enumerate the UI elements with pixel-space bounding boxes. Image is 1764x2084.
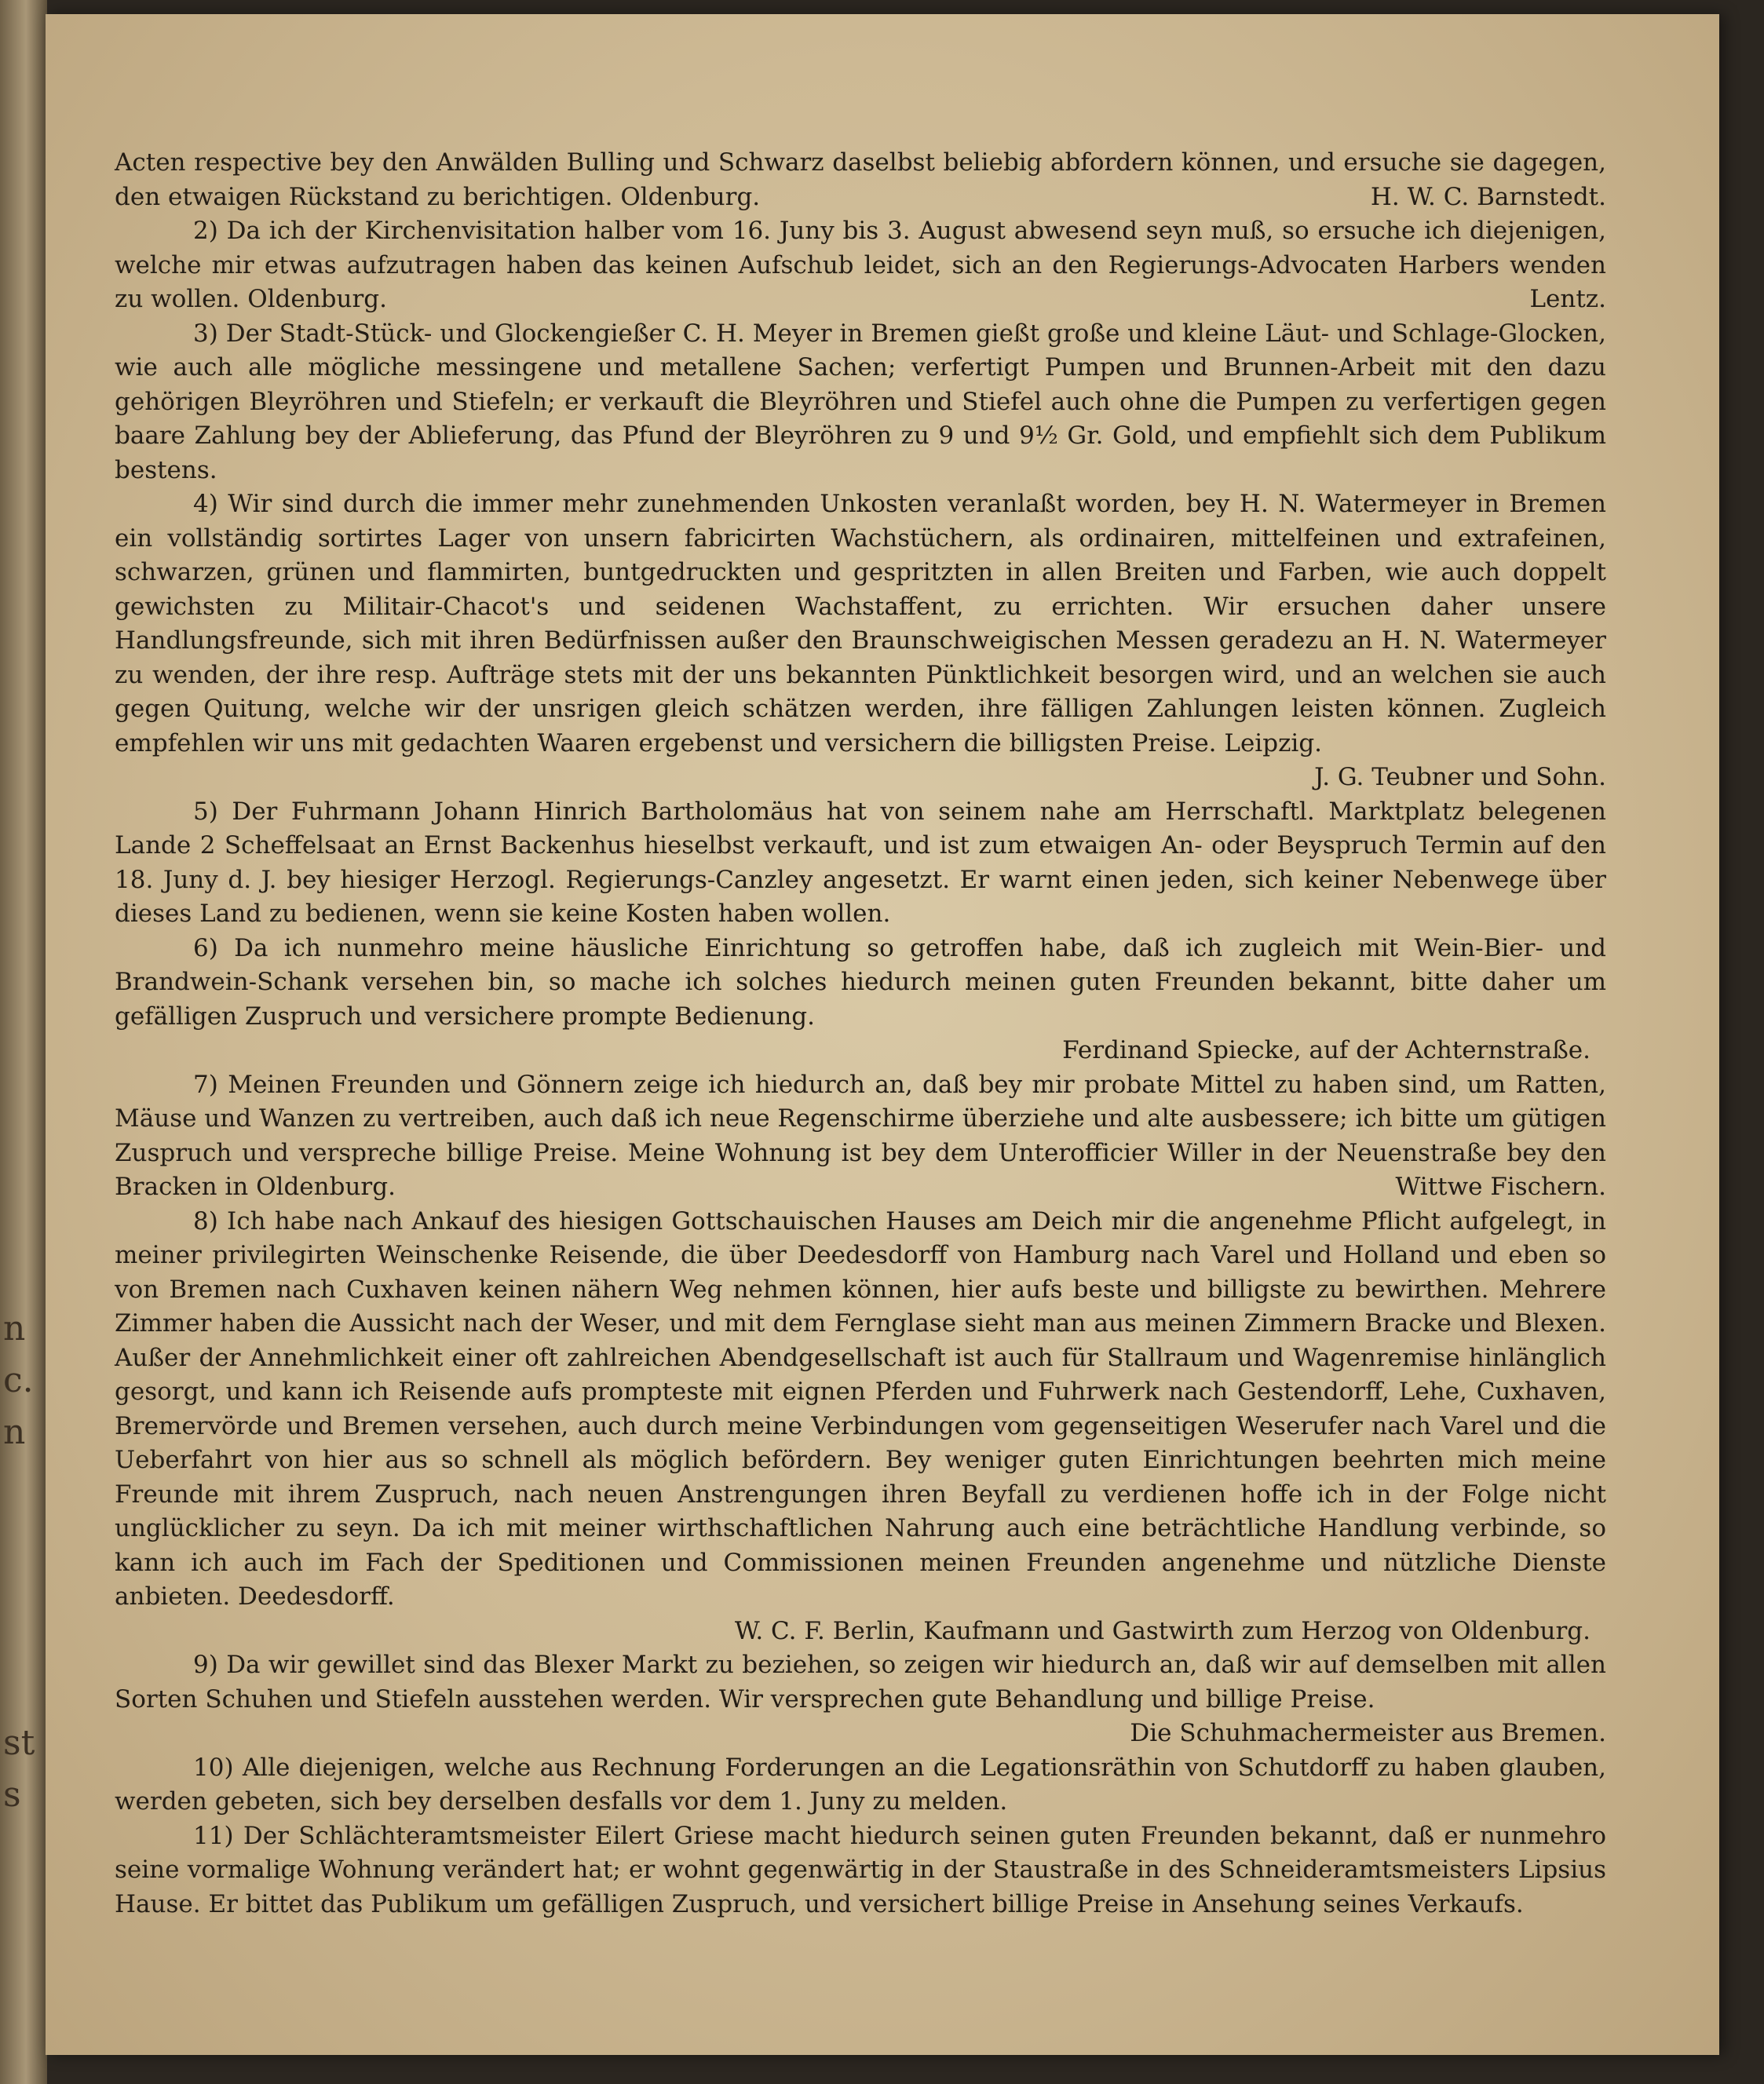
margin-letter: c. (3, 1360, 34, 1400)
notice-signature: J. G. Teubner und Sohn. (1314, 763, 1606, 791)
notice-signature: Lentz. (1529, 285, 1606, 313)
margin-letter: n (3, 1308, 26, 1349)
notice-signature: Wittwe Fischern. (1395, 1173, 1606, 1201)
notice-paragraph: 3) Der Stadt-Stück- und Glockengießer C. H. Meyer in Bremen gießt große und kleine Läut- und Schlage-Glocken, wie auch alle mögliche messingene und metallene Sachen; verfertigt Pumpen und Brunnen-Arbeit mit den dazu gehörigen Bleyröhren und Stiefeln; er verkauft die Bleyröhren und Stiefel auch ohne die Pumpen zu verfertigen gegen baare Zahlung bey der Ablieferung, das Pfund der Bleyröhren zu 9 und 9½ Gr. Gold, und empfiehlt sich dem Publikum bestens. (115, 319, 1606, 484)
notice-paragraph: 5) Der Fuhrmann Johann Hinrich Bartholomäus hat von seinem nahe am Herrschaftl. Marktplatz belegenen Lande 2 Scheffelsaat an Ernst Backenhus hieselbst verkauft, und ist zum etwaigen An- oder Beyspruch Termin auf den 18. Juny d. J. bey hiesiger Herzogl. Regierungs-Canzley angesetzt. Er warnt einen jeden, sich keiner Nebenwege über dieses Land zu bedienen, wenn sie keine Kosten haben wollen. (115, 797, 1606, 928)
notice-paragraph: 9) Da wir gewillet sind das Blexer Markt zu beziehen, so zeigen wir hiedurch an, daß wir auf demselben mit allen Sorten Schuhen und Stiefeln ausstehen werden. Wir versprechen gute Behandlung und billige Preise. Die Schuhmachermeister aus Bremen. (115, 1648, 1606, 1717)
margin-letter: s (3, 1775, 21, 1815)
notice-paragraph: 8) Ich habe nach Ankauf des hiesigen Gottschauischen Hauses am Deich mir die angenehme Pflicht aufgelegt, in meiner privilegirten Weinschenke Reisende, die über Deedesdorff von Hamburg nach Varel und Holland und eben so von Bremen nach Cuxhaven keinen nähern Weg nehmen können, hier aufs beste und billigste zu bewirthen. Mehrere Zimmer haben die Aussicht nach der Weser, und mit dem Fernglase sieht man aus meinen Zimmern Bracke und Blexen. Außer der Annehmlichkeit einer oft zahlreichen Abendgesellschaft ist auch für Stallraum und Wagenremise hinlänglich gesorgt, und kann ich Reisende aufs prompteste mit eignen Pferden und Fuhrwerk nach Gestendorff, Lehe, Cuxhaven, Bremervörde und Bremen versehen, auch durch meine Verbindungen vom gegenseitigen Weserufer nach Varel und die Ueberfahrt von hier aus so schnell als möglich befördern. Bey weniger guten Einrichtungen beehrten mich meine Freunde mit ihrem Zuspruch, nach neuen Anstrengungen ihren Beyfall zu verdienen hoffe ich in der Folge nicht unglücklicher zu seyn. Da ich mit meiner wirthschaftlichen Nahrung auch eine beträchtliche Handlung verbinde, so kann ich auch im Fach der Speditionen und Commissionen meinen Freunden angenehme und nützliche Dienste anbieten. Deedesdorff. (115, 1206, 1606, 1611)
previous-page-edge (0, 0, 47, 2084)
notice-paragraph: 10) Alle diejenigen, welche aus Rechnung Forderungen an die Legationsräthin von Schutdorff zu haben glauben, werden gebeten, sich bey derselben desfalls vor dem 1. Juny zu melden. (115, 1753, 1606, 1816)
notice-paragraph: 7) Meinen Freunden und Gönnern zeige ich hiedurch an, daß bey mir probate Mittel zu haben sind, um Ratten, Mäuse und Wanzen zu vertreiben, auch daß ich neue Regenschirme überziehe und alte ausbessere; ich bitte um gütigen Zuspruch und verspreche billige Preise. Meine Wohnung ist bey dem Unterofficier Willer in der Neuenstraße bey den Bracken in Oldenburg. Wittwe Fischern. (115, 1068, 1606, 1205)
previous-page-margin-letters (3, 1303, 35, 1821)
margin-letter: st (3, 1723, 35, 1763)
document-page (46, 14, 1719, 2055)
notice-signature: Die Schuhmachermeister aus Bremen. (1130, 1719, 1606, 1747)
bleed-through-shadow (1011, 1929, 1498, 1961)
notice-paragraph: 6) Da ich nunmehro meine häusliche Einrichtung so getroffen habe, daß ich zugleich mit Wein-Bier- und Brandwein-Schank versehen bin, so mache ich solches hiedurch meinen guten Freunden bekannt, bitte daher um gefälligen Zuspruch und versichere prompte Bedienung. (115, 933, 1606, 1031)
notice-paragraph: 11) Der Schlächteramtsmeister Eilert Griese macht hiedurch seinen guten Freunden bekannt, daß er nunmehro seine vormalige Wohnung verändert hat; er wohnt gegenwärtig in der Staustraße in des Schneideramtsmeisters Lipsius Hause. Er bittet das Publikum um gefälligen Zuspruch, und versichert billige Preise in Ansehung seines Verkaufs. (115, 1821, 1606, 1918)
margin-letter: n (3, 1412, 26, 1452)
notice-paragraph: Acten respective bey den Anwälden Bulling und Schwarz daselbst beliebig abfordern können, und ersuche sie dagegen, den etwaigen Rückstand zu berichtigen. Oldenburg. H. W. C. Barnstedt. (115, 146, 1606, 214)
notice-signature: H. W. C. Barnstedt. (1370, 182, 1606, 211)
notice-paragraph: 2) Da ich der Kirchenvisitation halber vom 16. Juny bis 3. August abwesend seyn muß, so ersuche ich diejenigen, welche mir etwas aufzutragen haben das keinen Aufschub leidet, sich an den Regierungs-Advocaten Harbers wenden zu wollen. Oldenburg. Lentz. (115, 214, 1606, 317)
notice-paragraph: 4) Wir sind durch die immer mehr zunehmenden Unkosten veranlaßt worden, bey H. N. Watermeyer in Bremen ein vollständig sortirtes Lager von unsern fabricirten Wachstüchern, als ordinairen, mittelfeinen und extrafeinen, schwarzen, grünen und flammirten, buntgedruckten und gespritzten in allen Breiten und Farben, wie auch doppelt gewichsten zu Militair-Chacot's und seidenen Wachstaffent, zu errichten. Wir ersuchen daher unsere Handlungsfreunde, sich mit ihren Bedürfnissen außer den Braunschweigischen Messen geradezu an H. N. Watermeyer zu wenden, der ihre resp. Aufträge stets mit der uns bekannten Pünktlichkeit besorgen wird, und an welchen sie auch gegen Quitung, welche wir der unsrigen gleich schätzen werden, ihre fälligen Zahlungen leisten können. Zugleich empfehlen wir uns mit gedachten Waaren ergebenst und versichern die billigsten Preise. Leipzig. J. G. Teubner und Sohn. (115, 487, 1606, 761)
advertisement-column (115, 146, 1606, 1922)
notice-signature: Ferdinand Spiecke, auf der Achternstraße. (1062, 1036, 1591, 1064)
notice-signature: W. C. F. Berlin, Kaufmann und Gastwirth zum Herzog von Oldenburg. (734, 1616, 1591, 1645)
